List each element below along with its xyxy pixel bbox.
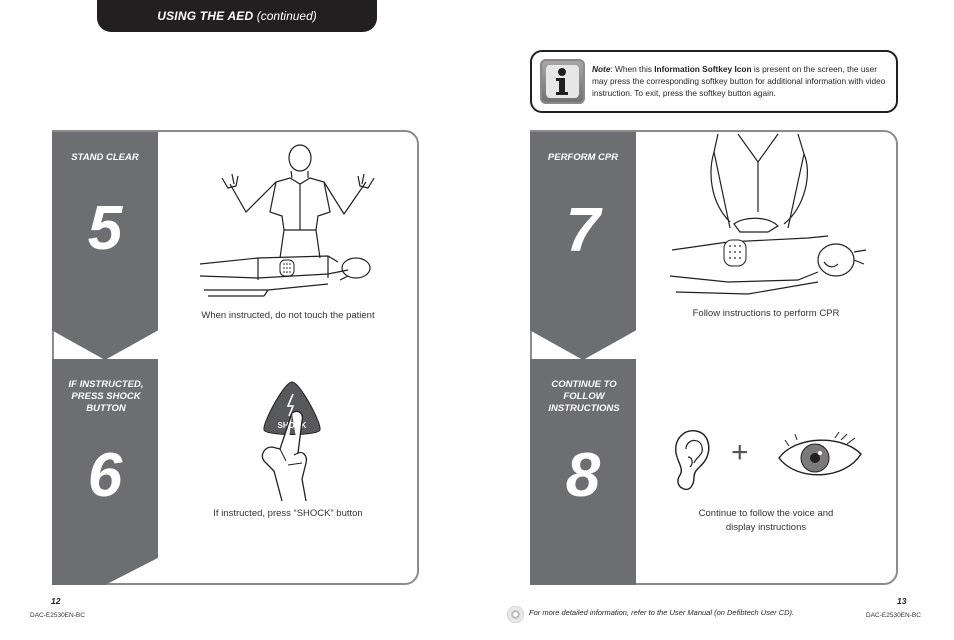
step-6-number: 6 bbox=[87, 441, 123, 510]
step-6-caption: If instructed, press “SHOCK” button bbox=[213, 508, 363, 519]
step-6-label: IF INSTRUCTED, PRESS SHOCK BUTTON bbox=[68, 379, 144, 414]
note-body: is present on the screen, the user may press the corresponding softkey button for additional information with video instruction. To exit, press the softkey button again. bbox=[592, 64, 886, 98]
section-title-bold: USING THE AED bbox=[157, 9, 254, 23]
note-bold-term: Information Softkey Icon bbox=[654, 64, 752, 74]
step-8-label: CONTINUE TO FOLLOW INSTRUCTIONS bbox=[548, 379, 620, 414]
note-text bbox=[592, 63, 894, 99]
plus-symbol: + bbox=[731, 436, 749, 469]
step-5-number: 5 bbox=[87, 194, 123, 263]
note-label: Note bbox=[592, 64, 611, 74]
ear-icon bbox=[672, 427, 712, 493]
section-title bbox=[97, 9, 377, 23]
step-5-label: STAND CLEAR bbox=[71, 152, 139, 163]
left-page-number: 12 bbox=[51, 596, 61, 606]
section-header-tab bbox=[97, 0, 377, 32]
section-title-continued: (continued) bbox=[253, 9, 317, 23]
footer-note: For more detailed information, refer to the User Manual (on Defibtech User CD). bbox=[529, 608, 795, 617]
right-doc-code: DAC-E2530EN-BC bbox=[866, 612, 921, 619]
shock-button-label: SHOCK bbox=[277, 421, 307, 430]
step-7-caption: Follow instructions to perform CPR bbox=[692, 308, 840, 319]
note-box bbox=[530, 50, 898, 113]
info-softkey-icon bbox=[540, 59, 585, 104]
stand-clear-illustration bbox=[198, 140, 378, 300]
note-intro: : When this bbox=[610, 64, 655, 74]
step-8-number: 8 bbox=[565, 441, 601, 510]
finger-pressing-icon bbox=[252, 405, 322, 505]
eye-icon bbox=[775, 428, 865, 488]
step-7-number: 7 bbox=[565, 196, 601, 265]
step-8-caption: Continue to follow the voice and display instructions bbox=[698, 508, 834, 533]
left-doc-code: DAC-E2530EN-BC bbox=[30, 612, 85, 619]
cd-icon bbox=[507, 606, 524, 623]
right-page-number: 13 bbox=[897, 596, 907, 606]
step-5-caption: When instructed, do not touch the patient bbox=[201, 310, 375, 321]
step-7-label: PERFORM CPR bbox=[547, 152, 619, 163]
cpr-illustration bbox=[668, 132, 868, 302]
